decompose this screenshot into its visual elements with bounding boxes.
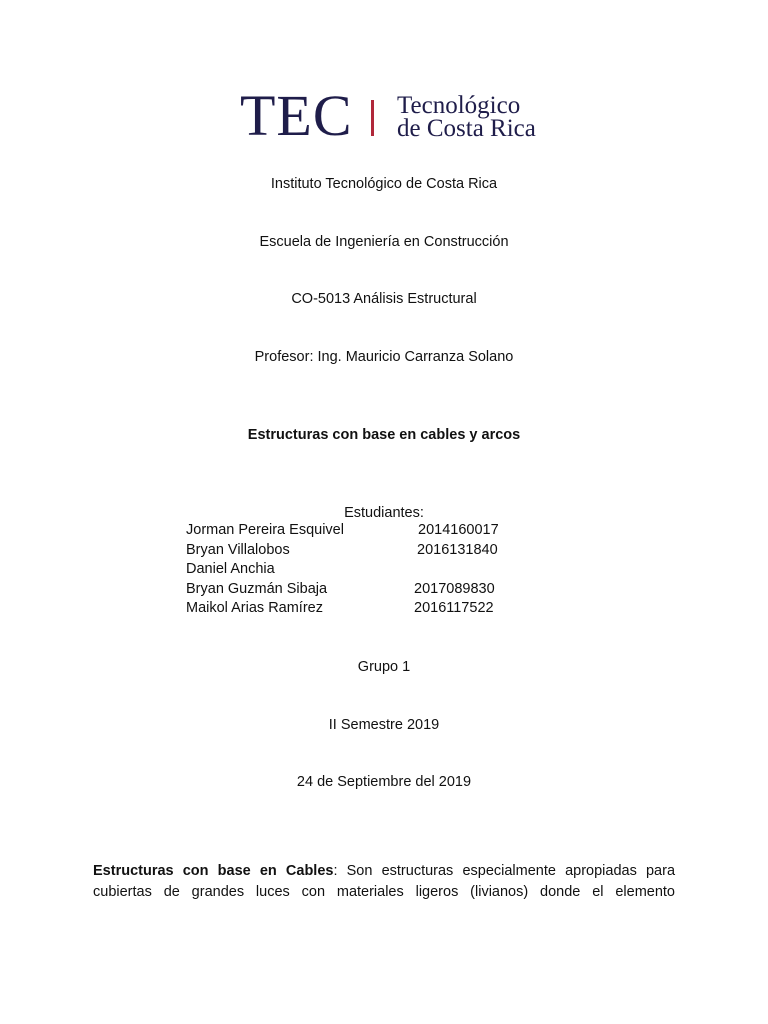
school-line: Escuela de Ingeniería en Construcción [259,234,509,250]
student-name: Bryan Guzmán Sibaja [186,580,328,597]
student-row [186,599,546,619]
logo-institution-name [397,94,536,140]
student-name: Bryan Villalobos [186,541,290,558]
institution-line: Instituto Tecnológico de Costa Rica [270,176,498,192]
body-line-1-rest: : Son estructuras especialmente apropiadas para [333,863,676,879]
student-id: 2014160017 [418,522,499,538]
semester-line: II Semestre 2019 [328,717,440,733]
tec-logo [240,83,540,148]
student-id: 2016117522 [414,600,494,616]
student-row [186,521,546,541]
student-id: 2016131840 [417,541,498,558]
date-line: 24 de Septiembre del 2019 [296,774,472,790]
body-lead-term: Estructuras con base en Cables [93,863,334,879]
logo-name-line2: de Costa Rica [397,115,536,142]
body-line-2: cubiertas de grandes luces con materiales ligeros (livianos) donde el elemento [93,884,675,900]
student-row [186,541,546,561]
student-row [186,560,546,580]
logo-name-line1: Tecnológico [397,92,521,119]
logo-acronym: TEC [240,83,353,148]
student-name: Jorman Pereira Esquivel [186,522,344,538]
body-line-1 [93,861,675,882]
students-label: Estudiantes: [344,505,424,521]
document-title: Estructuras con base en cables y arcos [247,427,521,443]
students-list [186,521,546,619]
body-paragraph [93,861,675,903]
student-name: Maikol Arias Ramírez [186,600,323,616]
course-line: CO-5013 Análisis Estructural [291,291,477,307]
student-name: Daniel Anchia [186,561,275,577]
student-id: 2017089830 [414,580,495,597]
group-line: Grupo 1 [357,659,411,675]
professor-line: Profesor: Ing. Mauricio Carranza Solano [254,349,514,365]
logo-divider [371,100,374,136]
student-row [186,580,546,600]
